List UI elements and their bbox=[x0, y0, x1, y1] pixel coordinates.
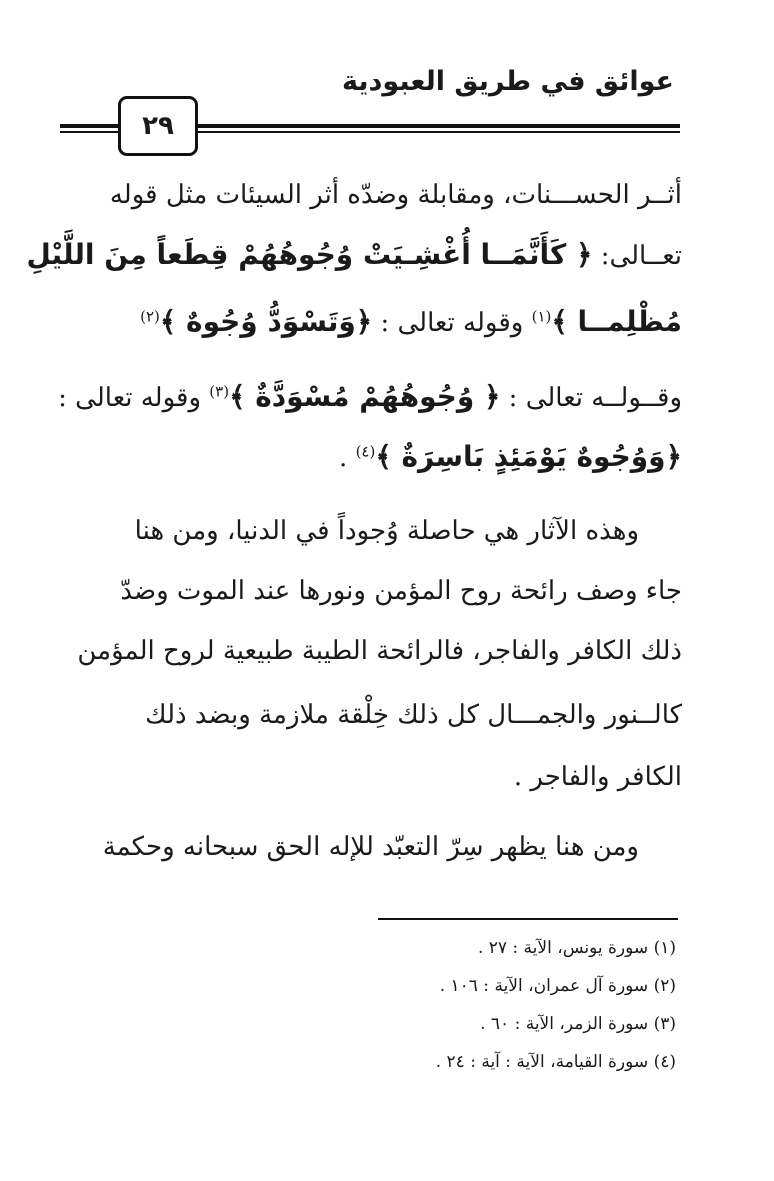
body-line-8 bbox=[77, 636, 682, 666]
body-line-11 bbox=[103, 832, 639, 862]
body-text: . bbox=[339, 443, 356, 473]
body-line-1 bbox=[110, 180, 682, 210]
quran-verse: ﴿وَوُجُوهٌ يَوْمَئِذٍ بَاسِرَةٌ ﴾ bbox=[375, 440, 682, 473]
body-text: ذلك الكافر والفاجر، فالرائحة الطيبة طبيعية لروح المؤمن bbox=[77, 636, 682, 666]
body-line-4 bbox=[58, 380, 682, 413]
footnote-ref: (٤) bbox=[355, 442, 376, 461]
body-line-2 bbox=[27, 238, 682, 271]
body-text: وهذه الآثار هي حاصلة وُجوداً في الدنيا، ومن هنا bbox=[134, 516, 639, 546]
body-line-7 bbox=[120, 576, 682, 606]
quran-verse: ﴿وَتَسْوَدُّ وُجُوهٌ ﴾ bbox=[159, 305, 373, 338]
footnote-ref: (٢) bbox=[140, 307, 160, 326]
footnote-1: (١) سورة يونس، الآية : ٢٧ . bbox=[477, 938, 676, 958]
footnote-2: (٢) سورة آل عمران، الآية : ١٠٦ . bbox=[439, 976, 676, 996]
body-line-3 bbox=[140, 305, 682, 338]
body-text: ومن هنا يظهر سِرّ التعبّد للإله الحق سبحانه وحكمة bbox=[102, 832, 639, 862]
page-number: ٢٩ bbox=[118, 96, 198, 156]
body-line-9 bbox=[145, 700, 682, 730]
quran-verse: ﴿ كَأَنَّمَــا أُغْشِـيَتْ وُجُوهُهُمْ قِطَعاً مِنَ اللَّيْلِ bbox=[26, 238, 593, 271]
footnote-ref: (٣) bbox=[209, 382, 230, 401]
body-text: الكافر والفاجر . bbox=[513, 762, 682, 792]
running-title: عوائق في طريق العبودية bbox=[342, 66, 674, 97]
quran-verse: ﴿ وُجُوهُهُمْ مُسْوَدَّةٌ ﴾ bbox=[229, 380, 501, 413]
body-text: وقوله تعالى : bbox=[58, 383, 210, 413]
footnote-3: (٣) سورة الزمر، الآية : ٦٠ . bbox=[480, 1014, 676, 1034]
body-text: تعــالى: bbox=[592, 241, 682, 271]
body-line-10 bbox=[514, 762, 682, 792]
body-text: وقــولــه تعالى : bbox=[500, 383, 682, 413]
body-text: وقوله تعالى : bbox=[372, 308, 532, 338]
quran-verse: مُظْلِمــا ﴾ bbox=[551, 305, 682, 338]
body-text: أثــر الحســـنات، ومقابلة وضدّه أثر السيئات مثل قوله bbox=[109, 180, 682, 210]
body-line-6 bbox=[135, 516, 639, 546]
body-text: جاء وصف رائحة روح المؤمن ونورها عند الموت وضدّ bbox=[120, 576, 682, 606]
footnote-ref: (١) bbox=[531, 307, 552, 326]
footnote-4: (٤) سورة القيامة، الآية : آية : ٢٤ . bbox=[435, 1052, 676, 1072]
body-line-5 bbox=[339, 440, 682, 473]
body-text: كالــنور والجمـــال كل ذلك خِلْقة ملازمة وبضد ذلك bbox=[145, 700, 682, 730]
footnote-rule bbox=[378, 918, 678, 920]
